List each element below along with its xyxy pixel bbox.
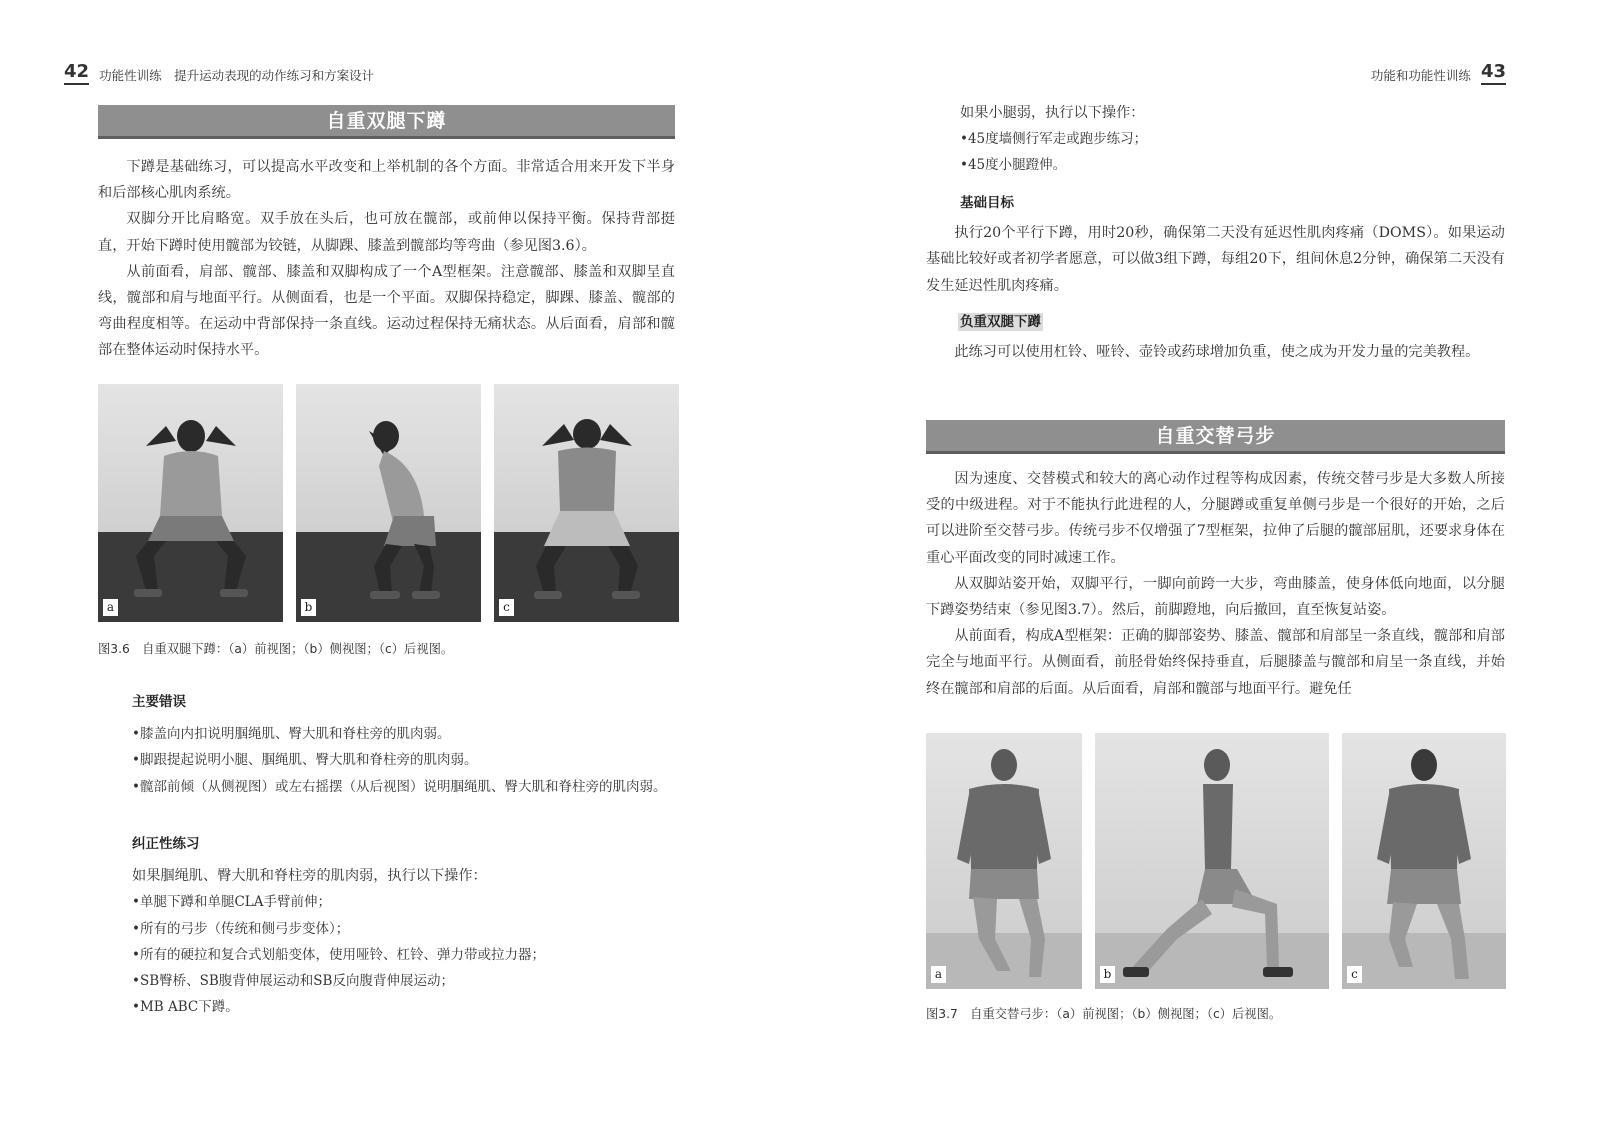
paragraph: 从前面看，构成A型框架：正确的脚部姿势、膝盖、髋部和肩部呈一条直线，髋部和肩部完全与地面平行。从侧面看，前胫骨始终保持垂直，后腿膝盖与髋部和肩呈一条直线，并始终在髋部和肩部的后面。从后面看，肩部和髋部与地面平行。避免任 bbox=[926, 628, 1505, 697]
photo-back-view bbox=[1342, 733, 1506, 989]
list-item: •所有的硬拉和复合式划船变体，使用哑铃、杠铃、弹力带或拉力器； bbox=[132, 946, 545, 963]
running-head-text: 功能性训练 提升运动表现的动作练习和方案设计 bbox=[99, 68, 375, 83]
photo-side-view bbox=[1095, 733, 1329, 989]
squat-figure-icon bbox=[522, 406, 652, 606]
figure-caption: 图3.7 自重交替弓步：（a）前视图；（b）侧视图；（c）后视图。 bbox=[926, 1007, 1282, 1021]
list-item: •膝盖向内扣说明腘绳肌、臀大肌和脊柱旁的肌肉弱。 bbox=[132, 726, 451, 743]
paragraph: 双脚分开比肩略宽。双手放在头后，也可放在髋部，或前伸以保持平衡。保持背部挺直，开始下蹲时使用髋部为铰链，从脚踝、膝盖到髋部均等弯曲（参见图3.6）。 bbox=[98, 211, 675, 254]
base-goal-heading: 基础目标 bbox=[960, 195, 1014, 211]
section-title: 自重交替弓步 bbox=[1155, 425, 1276, 447]
list-item: •SB臀桥、SB腹背伸展运动和SB反向腹背伸展运动； bbox=[132, 973, 454, 990]
body-text bbox=[98, 154, 675, 364]
weighted-heading: 负重双腿下蹲 bbox=[960, 314, 1041, 330]
page-number: 43 bbox=[1481, 62, 1506, 85]
corrective-section bbox=[98, 831, 675, 1020]
list-item: •45度小腿蹬伸。 bbox=[960, 157, 1067, 174]
list-item: •MB ABC下蹲。 bbox=[132, 999, 239, 1016]
lunge-figure-icon bbox=[939, 739, 1069, 984]
figure-label-b: b bbox=[1100, 966, 1115, 983]
figure-label-b: b bbox=[301, 599, 316, 616]
weighted-section bbox=[926, 309, 1505, 365]
figure-caption: 图3.6 自重双腿下蹲：（a）前视图；（b）侧视图；（c）后视图。 bbox=[98, 642, 454, 656]
list-item: •45度墙侧行军走或跑步练习； bbox=[960, 131, 1148, 148]
squat-figure-icon bbox=[324, 406, 454, 606]
list-item: •脚跟提起说明小腿、腘绳肌、臀大肌和脊柱旁的肌肉弱。 bbox=[132, 752, 478, 769]
photo-side-view bbox=[296, 384, 481, 622]
running-head-left bbox=[64, 62, 374, 85]
figure-label-a: a bbox=[103, 599, 118, 616]
figure-label-a: a bbox=[931, 966, 946, 983]
photo-back-view bbox=[494, 384, 679, 622]
list-item: •单腿下蹲和单腿CLA手臂前伸； bbox=[132, 894, 332, 911]
paragraph: 下蹲是基础练习，可以提高水平改变和上举机制的各个方面。非常适合用来开发下半身和后部核心肌肉系统。 bbox=[98, 159, 675, 202]
paragraph: 因为速度、交替模式和较大的离心动作过程等构成因素，传统交替弓步是大多数人所接受的中级进程。对于不能执行此进程的人，分腿蹲或重复单侧弓步是一个很好的开始，之后可以进阶至交替弓步。传统弓步不仅增强了7型框架，拉伸了后腿的髋部屈肌，还要求身体在重心平面改变的同时减速工作。 bbox=[926, 471, 1505, 566]
paragraph: 执行20个平行下蹲，用时20秒，确保第二天没有延迟性肌肉疼痛（DOMS）。如果运动基础比较好或者初学者愿意，可以做3组下蹲，每组20下，组间休息2分钟，确保第二天没有发生延迟性肌肉疼痛。 bbox=[926, 225, 1505, 294]
calf-section bbox=[926, 100, 1505, 179]
corrective-heading: 纠正性练习 bbox=[132, 836, 200, 852]
mistakes-section bbox=[98, 689, 675, 800]
running-head-text: 功能和功能性训练 bbox=[1370, 68, 1471, 83]
running-head-right bbox=[1371, 62, 1506, 85]
figure-3-7 bbox=[926, 733, 1506, 989]
list-item: •所有的弓步（传统和侧弓步变体）； bbox=[132, 920, 350, 937]
paragraph: 从双脚站姿开始，双脚平行，一脚向前跨一大步，弯曲膝盖，使身体低向地面，以分腿下蹲姿势结束（参见图3.7）。然后，前脚蹬地，向后撤回，直至恢复站姿。 bbox=[926, 575, 1505, 619]
lunge-figure-icon bbox=[1359, 739, 1489, 984]
section-title: 自重双腿下蹲 bbox=[326, 110, 447, 132]
figure-label-c: c bbox=[499, 599, 514, 616]
base-goal-section bbox=[926, 190, 1505, 299]
photo-front-view bbox=[926, 733, 1082, 989]
mistakes-heading: 主要错误 bbox=[132, 694, 186, 710]
right-page bbox=[800, 0, 1600, 1127]
section-title-banner bbox=[98, 105, 675, 139]
figure-label-c: c bbox=[1347, 966, 1362, 983]
calf-intro: 如果小腿弱，执行以下操作： bbox=[960, 105, 1145, 121]
figure-3-6 bbox=[98, 384, 679, 622]
photo-front-view bbox=[98, 384, 283, 622]
body-text bbox=[926, 466, 1505, 702]
section-title-banner bbox=[926, 420, 1505, 454]
paragraph: 此练习可以使用杠铃、哑铃、壶铃或药球增加负重，使之成为开发力量的完美教程。 bbox=[954, 344, 1480, 361]
paragraph: 从前面看，肩部、髋部、膝盖和双脚构成了一个A型框架。注意髋部、膝盖和双脚呈直线，髋部和肩与地面平行。从侧面看，也是一个平面。双脚保持稳定，脚踝、膝盖、髋部的弯曲程度相等。在运动中背部保持一条直线。运动过程保持无痛状态。从后面看，肩部和髋部在整体运动时保持水平。 bbox=[98, 263, 675, 359]
lunge-figure-icon bbox=[1107, 739, 1317, 984]
page-number: 42 bbox=[64, 62, 89, 85]
squat-figure-icon bbox=[126, 406, 256, 606]
list-item: •髋部前倾（从侧视图）或左右摇摆（从后视图）说明腘绳肌、臀大肌和脊柱旁的肌肉弱。 bbox=[132, 778, 667, 795]
corrective-intro: 如果腘绳肌、臀大肌和脊柱旁的肌肉弱，执行以下操作： bbox=[132, 868, 487, 885]
